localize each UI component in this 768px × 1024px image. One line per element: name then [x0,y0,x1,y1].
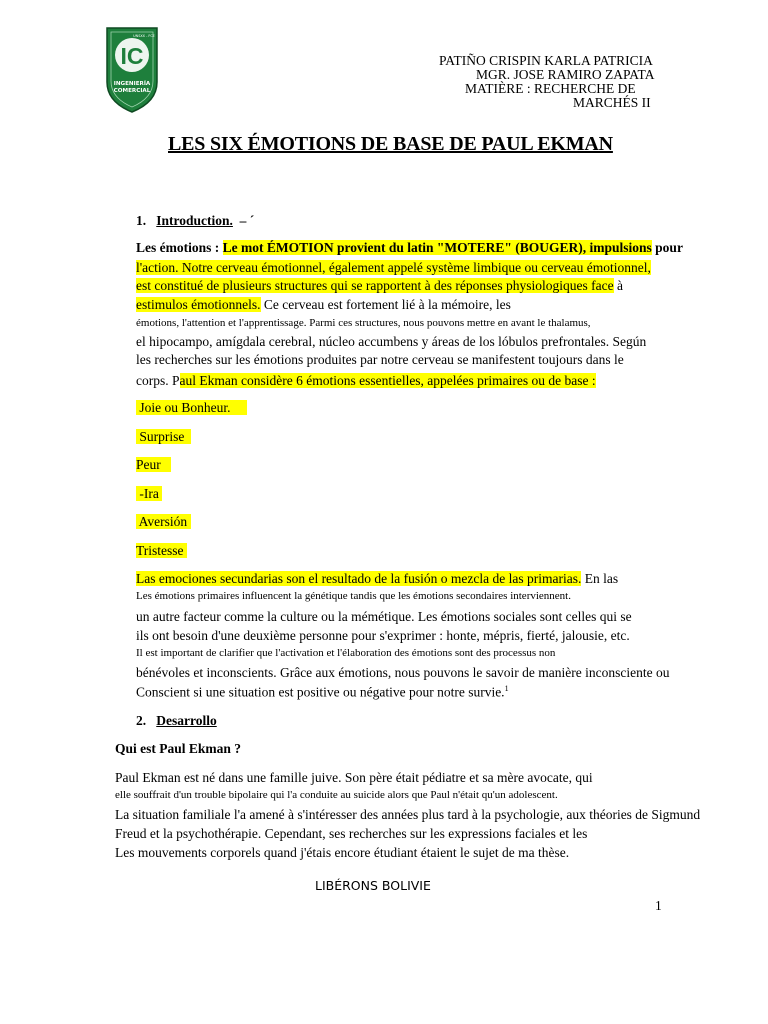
logo-letters: IC [120,43,144,69]
faculty-logo [104,24,160,114]
emotion-item [136,457,171,473]
intro-definition-end: pour [651,240,683,255]
intro-line-3 [136,278,623,294]
intro-line-4 [136,297,511,313]
subject-line-2: MARCHÉS II [573,95,651,110]
bio-line-3: La situation familiale l'a amené à s'intéresser des années plus tard à la psychologie, aux théories de Sigmund [115,807,701,822]
subject-line-1: MATIÈRE : RECHERCHE DE [465,81,636,96]
section-2-number: 2. [136,713,147,728]
intro-line-6: el hipocampo, amígdala cerebral, núcleo accumbens y áreas de los lóbulos prefrontales. Según [136,334,647,349]
section-1-number: 1. [136,213,147,228]
secondary-line-5: Il est important de clarifier que l'activation et l'élaboration des émotions sont des processus non [136,647,556,659]
secondary-line-7-text: Conscient si une situation est positive ou négative pour notre survie. [136,684,505,700]
intro-line-7: les recherches sur les émotions produites par notre cerveau se manifestent toujours dans le [136,352,624,367]
intro-line-4-text: estimulos émotionnels. [136,297,261,312]
intro-definition: Le mot ÉMOTION provient du latin "MOTERE" (BOUGER), impulsions [222,240,652,255]
emotion-item [136,486,162,502]
emotion-aversion: Aversión [136,514,191,529]
intro-line-8 [136,373,596,389]
secondary-line-1 [136,571,618,587]
emotion-item [136,514,191,530]
emotion-fear: Peur [136,457,171,472]
intro-line-1 [136,240,683,256]
section-1-title: Introduction. [156,213,233,228]
bio-line-2: elle souffrait d'un trouble bipolaire qui l'a conduite au suicide alors que Paul n'était qu'un adolescent. [115,789,558,801]
section-1-heading [136,213,254,229]
section-1-title-tail: – ´ [239,213,255,228]
secondary-line-1-text: Las emociones secundarias son el resultado de la fusión o mezcla de las primarias. [136,571,582,586]
logo-top-text: UNSXX - FCE [133,34,155,38]
secondary-line-2: Les émotions primaires influencent la génétique tandis que les émotions secondaires interviennent. [136,590,571,602]
page-title: LES SIX ÉMOTIONS DE BASE DE PAUL EKMAN [168,133,613,155]
secondary-line-1-tail: En las [581,571,619,586]
secondary-line-7 [136,684,509,701]
footnote-marker: 1 [504,684,509,693]
logo-text-line2: COMERCIAL [113,88,151,94]
author-name: PATIÑO CRISPIN KARLA PATRICIA [439,53,653,68]
bio-line-4: Freud et la psychothérapie. Cependant, ses recherches sur les expressions faciales et les [115,826,588,841]
secondary-line-3: un autre facteur comme la culture ou la mémétique. Les émotions sociales sont celles qui se [136,609,632,624]
emotion-item [136,543,187,559]
intro-line-5: émotions, l'attention et l'apprentissage. Parmi ces structures, nous pouvons mettre en avant le thalamus, [136,317,591,329]
emotion-anger: -Ira [136,486,163,501]
intro-line-2-text: l'action. Notre cerveau émotionnel, également appelé système limbique ou cerveau émotionnel, [136,260,651,275]
intro-line-3-tail: à [613,278,624,293]
emotion-item [136,400,247,416]
emotion-item [136,429,191,445]
secondary-line-4: ils ont besoin d'une deuxième personne pour s'exprimer : honte, mépris, fierté, jalousie, etc. [136,628,630,643]
intro-lead: Les émotions : [136,240,223,255]
subheading-who-is-ekman: Qui est Paul Ekman ? [115,741,242,756]
intro-line-8-pre: corps. P [136,373,180,388]
bio-line-5: Les mouvements corporels quand j'étais encore étudiant étaient le sujet de ma thèse. [115,845,570,860]
emotion-surprise: Surprise [136,429,192,444]
section-2-title: Desarrollo [156,713,217,728]
footer-text: LIBÉRONS BOLIVIE [315,878,431,893]
intro-line-8-text: aul Ekman considère 6 émotions essentielles, appelées primaires ou de base : [179,373,596,388]
professor-name: MGR. JOSE RAMIRO ZAPATA [476,67,655,82]
emotion-sadness: Tristesse [136,543,187,558]
bio-line-1: Paul Ekman est né dans une famille juive. Son père était pédiatre et sa mère avocate, qui [115,770,593,785]
emotion-joy: Joie ou Bonheur. [136,400,248,415]
secondary-line-6: bénévoles et inconscients. Grâce aux émotions, nous pouvons le savoir de manière inconsciente ou [136,665,670,680]
logo-text-line1: INGENIERÍA [113,81,151,87]
intro-line-3-text: est constitué de plusieurs structures qui se rapportent à des réponses physiologiques face [136,278,614,293]
section-2-heading [136,713,217,729]
intro-line-2 [136,260,651,276]
page-number: 1 [655,898,662,913]
intro-line-4-tail: Ce cerveau est fortement lié à la mémoire, les [260,297,511,312]
